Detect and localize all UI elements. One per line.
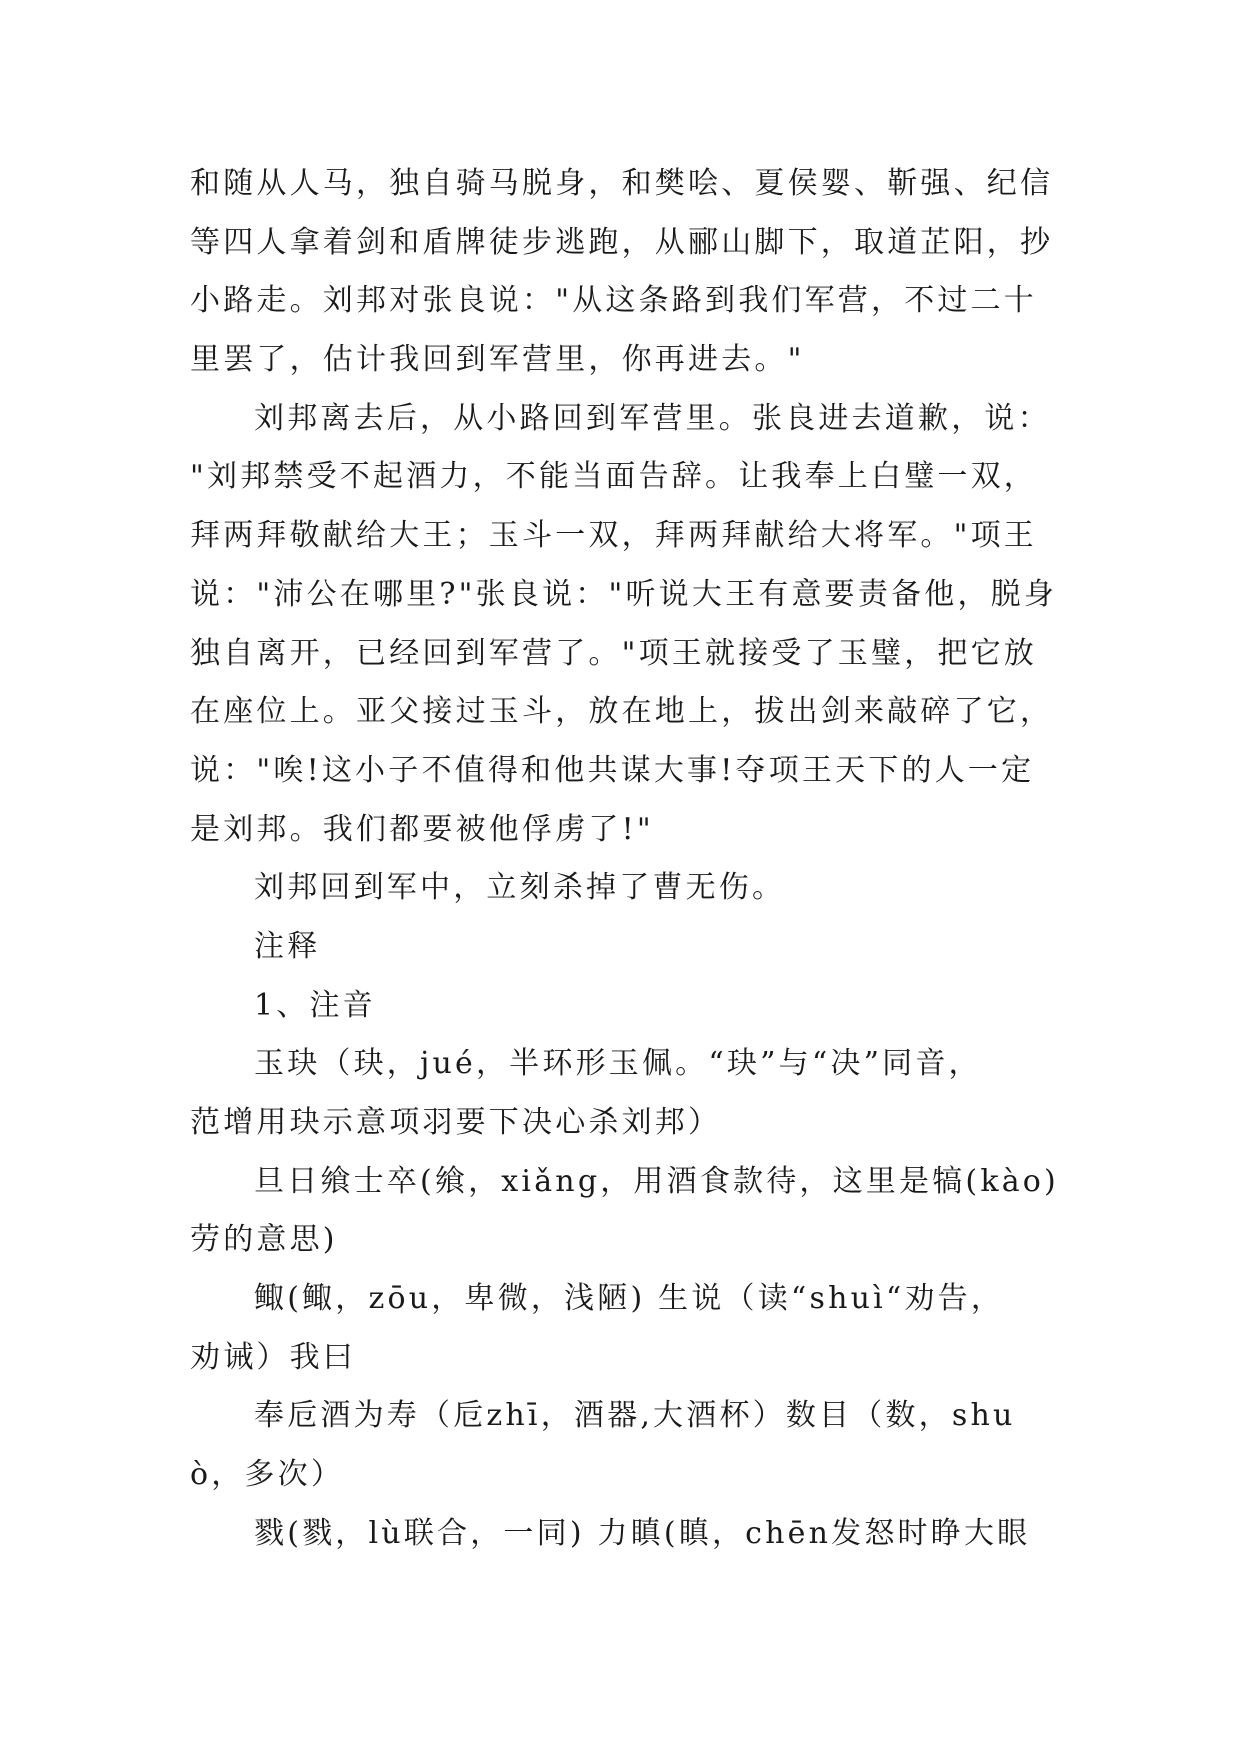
text-line: 劳的意思) [190, 1222, 338, 1258]
text-line: 里罢了，估计我回到军营里，你再进去。" [190, 342, 805, 378]
text-line: "刘邦禁受不起酒力，不能当面告辞。让我奉上白璧一双， [190, 459, 1037, 495]
text-line: 范增用玦示意项羽要下决心杀刘邦） [190, 1105, 722, 1140]
text-line: 在座位上。亚父接过玉斗，放在地上，拔出剑来敲碎了它， [190, 694, 1054, 730]
text-line: 独自离开，已经回到军营了。"项王就接受了玉璧，把它放 [190, 635, 1037, 671]
text-line: 是刘邦。我们都要被他俘虏了!" [190, 811, 654, 847]
text-line: 奉卮酒为寿（卮zhī，酒器,大酒杯）数目（数，shu [254, 1398, 1016, 1434]
text-line: 刘邦离去后，从小路回到军营里。张良进去道歉，说： [254, 400, 1051, 436]
document-page [190, 155, 1070, 1564]
text-line: 小路走。刘邦对张良说："从这条路到我们军营，不过二十 [190, 283, 1037, 319]
text-line: 和随从人马，独自骑马脱身，和樊哙、夏侯婴、靳强、纪信 [190, 166, 1054, 201]
text-line: ò，多次） [190, 1457, 345, 1493]
text-line: 注释 [254, 928, 321, 964]
text-line: 鲰(鲰，zōu，卑微，浅陋) 生说（读“shuì“劝告， [254, 1281, 1005, 1317]
text-line: 刘邦回到军中，立刻杀掉了曹无伤。 [254, 870, 786, 906]
text-line: 玉玦（玦，jué，半环形玉佩。“玦”与“决”同音， [254, 1046, 982, 1082]
text-line: 戮(戮，lù联合，一同) 力瞋(瞋，chēn发怒时睁大眼 [254, 1515, 1031, 1551]
text-line: 劝诫）我曰 [190, 1339, 356, 1375]
text-line: 旦日飨士卒(飨，xiǎng，用酒食款待，这里是犒(kào) [254, 1163, 1059, 1199]
text-line: 拜两拜敬献给大王；玉斗一双，拜两拜献给大将军。"项王 [190, 518, 1037, 554]
text-line: 说："唉!这小子不值得和他共谋大事!夺项王天下的人一定 [190, 752, 1035, 788]
text-line: 1、注音 [254, 987, 376, 1023]
text-line: 等四人拿着剑和盾牌徒步逃跑，从郦山脚下，取道芷阳，抄 [190, 224, 1054, 260]
text-line: 说："沛公在哪里?"张良说："听说大王有意要责备他，脱身 [190, 576, 1058, 612]
